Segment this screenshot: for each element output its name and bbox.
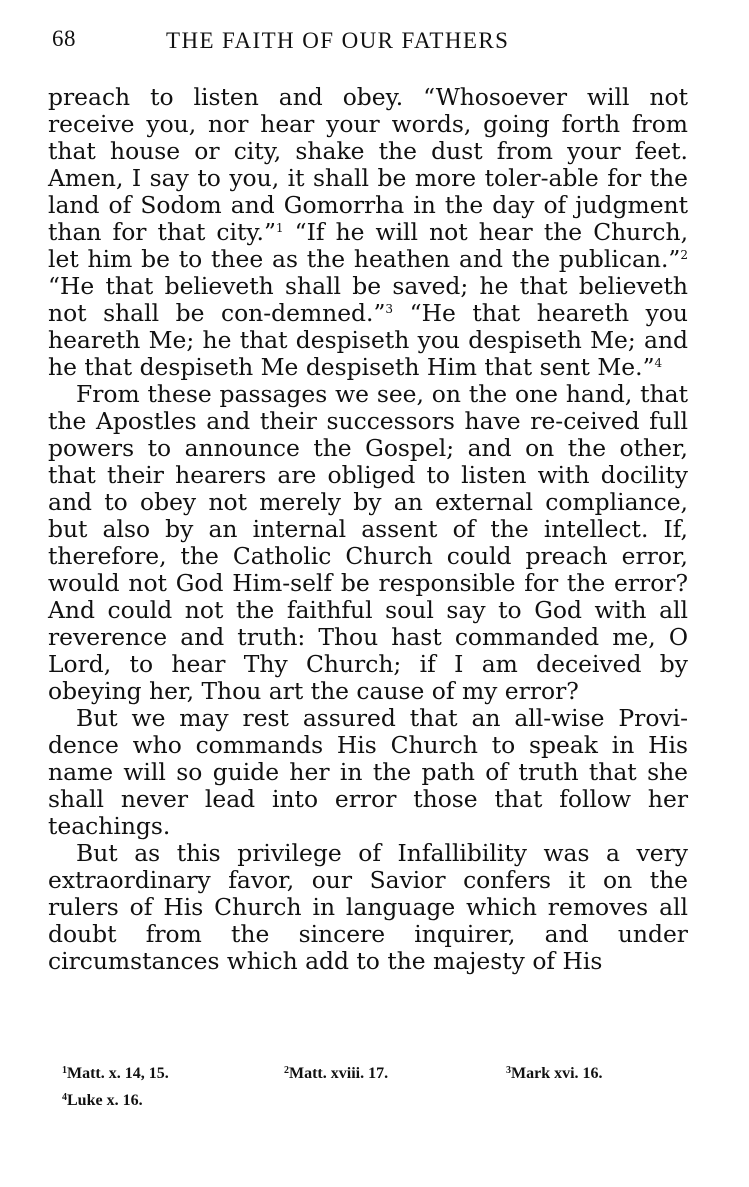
footnote-row — [62, 1087, 682, 1114]
footnote-3 — [506, 1060, 603, 1087]
running-title: THE FAITH OF OUR FATHERS — [166, 28, 510, 53]
footnote-1 — [62, 1060, 169, 1087]
footnote-1-mark: 1 — [62, 1065, 67, 1076]
footnote-2 — [284, 1060, 388, 1087]
footnote-3-text: Mark xvi. 16. — [511, 1065, 603, 1082]
paragraph-3: But we may rest assured that an all-wise Provi-dence who commands His Church to speak in His name will so guide her in the path of truth that she shall never lead into error those that follow her teachings. — [48, 704, 688, 840]
paragraph-1-text-3: “He that believeth shall be saved; he that believeth not shall be con-demned.” — [48, 272, 688, 327]
paragraph-1-text-1: preach to listen and obey. “Whosoever will not receive you, nor hear your words, going forth from that house or city, shake the dust from your feet. Amen, I say to you, it shall be more toler-able for the land of Sodom and Gomorrha in the day of judgment than for that city.” — [48, 83, 688, 246]
footnote-4-mark: 4 — [62, 1092, 67, 1103]
footnote-4 — [62, 1087, 143, 1114]
footnote-4-text: Luke x. 16. — [67, 1092, 143, 1109]
footnote-row — [62, 1060, 682, 1087]
page-header — [52, 26, 692, 56]
footnote-ref-3: 3 — [385, 302, 394, 316]
footnotes — [62, 1060, 682, 1114]
page-number: 68 — [52, 26, 76, 51]
footnote-ref-4: 4 — [654, 356, 663, 370]
paragraph-1 — [48, 84, 688, 381]
footnote-ref-2: 2 — [680, 248, 688, 262]
footnote-2-text: Matt. xviii. 17. — [289, 1065, 389, 1082]
paragraph-2: From these passages we see, on the one hand, that the Apostles and their successors have re-ceived full powers to announce the Gospel; and on the other, that their hearers are obliged to listen with docility and to obey not merely by an external compliance, but also by an internal assent of the intellect. If, therefore, the Catholic Church could preach error, would not God Him-self be responsible for the error? And could not the faithful soul say to God with all reverence and truth: Thou hast commanded me, O Lord, to hear Thy Church; if I am deceived by obeying her, Thou art the cause of my error? — [48, 380, 688, 705]
paragraph-1-text-4: “He that heareth you heareth Me; he that despiseth you despiseth Me; and he that despiseth Me despiseth Him that sent Me.” — [48, 299, 688, 381]
footnote-2-mark: 2 — [284, 1065, 289, 1076]
paragraph-4: But as this privilege of Infallibility was a very extraordinary favor, our Savior confers it on the rulers of His Church in language which removes all doubt from the sincere inquirer, and under circumstances which add to the majesty of His — [48, 839, 688, 975]
footnote-3-mark: 3 — [506, 1065, 511, 1076]
footnote-ref-1: 1 — [275, 221, 284, 235]
body-text — [48, 84, 688, 975]
footnote-1-text: Matt. x. 14, 15. — [67, 1065, 169, 1082]
paragraph-1-text-2: “If he will not hear the Church, let him be to thee as the heathen and the publican.” — [48, 218, 689, 273]
